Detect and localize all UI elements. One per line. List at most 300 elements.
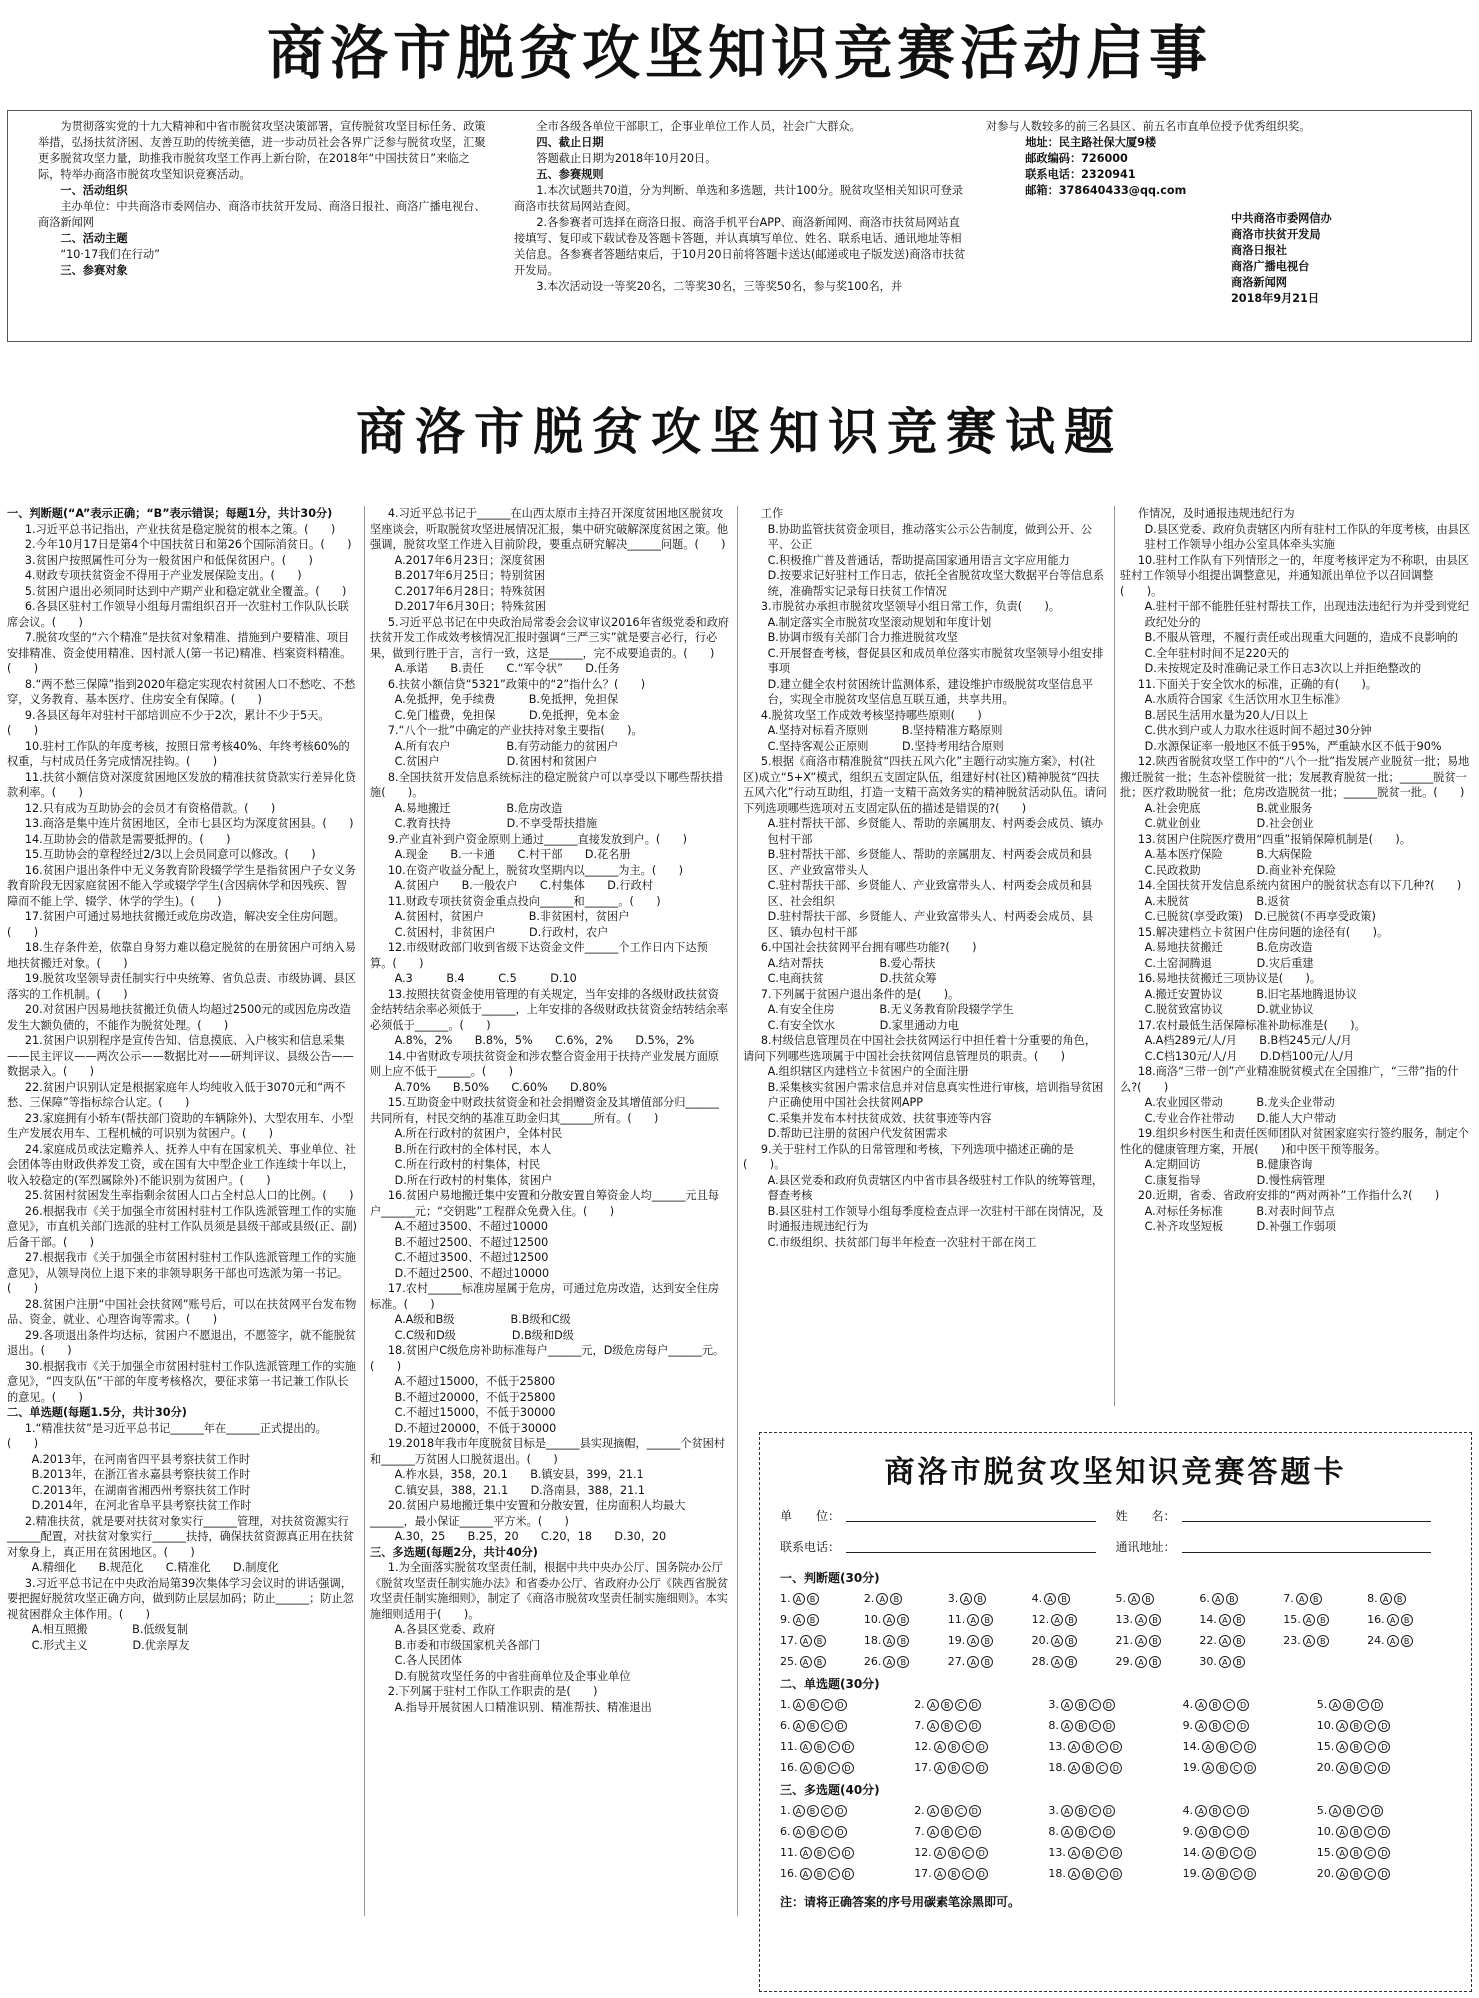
answer-bubble[interactable]: A <box>1202 1868 1214 1880</box>
answer-bubble[interactable]: A <box>934 1847 946 1859</box>
quiz-headline: 商洛市脱贫攻坚知识竞赛试题 <box>356 402 1123 461</box>
question-text: 13.商洛是集中连片贫困地区，全市七县区均为深度贫困县。( ) <box>24 817 354 830</box>
answer-bubble[interactable]: B <box>1065 1614 1077 1626</box>
answer-bubble[interactable]: C <box>821 1805 833 1817</box>
answer-item: 12. A B C D <box>914 1843 1048 1862</box>
answer-bubble[interactable]: D <box>1371 1805 1383 1817</box>
question-text: 28.贫困户注册“中国社会扶贫网”账号后，可以在扶贫网平台发布物品、资金、就业、心理咨询等需求。( ) <box>7 1297 357 1326</box>
answer-bubble[interactable]: C <box>1223 1805 1235 1817</box>
answer-item: 5. A B C D <box>1317 1801 1451 1820</box>
answer-bubble[interactable]: C <box>821 1720 833 1732</box>
answer-bubble[interactable]: D <box>835 1805 847 1817</box>
answer-bubble[interactable]: C <box>1230 1847 1242 1859</box>
answer-bubble[interactable]: A <box>1195 1720 1207 1732</box>
answer-option: A.70% B.50% C.60% D.80% <box>394 1080 607 1094</box>
answer-bubble[interactable]: B <box>1082 1741 1094 1753</box>
answer-bubble[interactable]: A <box>800 1868 812 1880</box>
answer-bubble[interactable]: C <box>1364 1826 1376 1838</box>
answer-bubble[interactable]: B <box>814 1741 826 1753</box>
answer-item: 15. A B <box>1283 1610 1367 1629</box>
answer-bubble[interactable]: A <box>1051 1656 1063 1668</box>
answer-bubble[interactable]: B <box>974 1593 986 1605</box>
answer-bubble[interactable]: B <box>897 1656 909 1668</box>
answer-bubble[interactable]: C <box>1357 1699 1369 1711</box>
answer-bubble[interactable]: A <box>1202 1762 1214 1774</box>
answer-bubble[interactable]: A <box>1202 1741 1214 1753</box>
question-text: 3.市脱贫办承担市脱贫攻坚领导小组日常工作，负责( )。 <box>760 600 1060 613</box>
answer-bubble[interactable]: D <box>1103 1805 1115 1817</box>
answer-option: A.坚持对标看齐原则 B.坚持精准方略原则 <box>767 724 1003 737</box>
answer-bubble[interactable]: B <box>1310 1593 1322 1605</box>
answer-bubble[interactable]: A <box>1336 1826 1348 1838</box>
answer-item: 20. A B C D <box>1317 1864 1451 1883</box>
answer-bubble[interactable]: C <box>1364 1720 1376 1732</box>
answer-bubble[interactable]: C <box>962 1741 974 1753</box>
question-text: 7.下列属于贫困户退出条件的是( )。 <box>760 987 960 1001</box>
answer-bubble[interactable]: B <box>941 1826 953 1838</box>
answer-bubble[interactable]: B <box>897 1635 909 1647</box>
answer-bubble[interactable]: A <box>800 1656 812 1668</box>
answer-bubble[interactable]: B <box>1401 1614 1413 1626</box>
answer-bubble[interactable]: D <box>1110 1762 1122 1774</box>
answer-bubble[interactable]: D <box>835 1826 847 1838</box>
answer-bubble[interactable]: D <box>1378 1868 1390 1880</box>
answer-bubble[interactable]: D <box>1378 1741 1390 1753</box>
answer-bubble[interactable]: A <box>1212 1593 1224 1605</box>
answer-bubble[interactable]: B <box>814 1868 826 1880</box>
answer-bubble[interactable]: A <box>927 1805 939 1817</box>
answer-bubble[interactable]: C <box>1364 1847 1376 1859</box>
answer-bubble[interactable]: A <box>1219 1614 1231 1626</box>
question-text: 19.2018年我市年度脱贫目标是______县实现摘帽，______个贫困村和______万贫困人口脱贫退出。( ) <box>370 1437 726 1466</box>
answer-bubble[interactable]: B <box>807 1699 819 1711</box>
answer-bubble[interactable]: B <box>1075 1699 1087 1711</box>
answer-bubble[interactable]: D <box>1244 1762 1256 1774</box>
answer-bubble[interactable]: C <box>828 1762 840 1774</box>
answer-bubble[interactable]: C <box>1364 1762 1376 1774</box>
answer-bubble[interactable]: B <box>1350 1868 1362 1880</box>
answer-bubble[interactable]: A <box>1329 1699 1341 1711</box>
answer-bubble[interactable]: C <box>821 1699 833 1711</box>
answer-bubble[interactable]: C <box>1096 1847 1108 1859</box>
answer-bubble[interactable]: B <box>948 1741 960 1753</box>
answer-option: C.教育扶持 D.不享受帮扶措施 <box>394 817 598 830</box>
answer-bubble[interactable]: B <box>1149 1635 1161 1647</box>
answer-bubble[interactable]: D <box>1378 1720 1390 1732</box>
answer-bubble[interactable]: B <box>1209 1720 1221 1732</box>
answer-bubble[interactable]: B <box>1350 1762 1362 1774</box>
answer-bubble[interactable]: B <box>941 1805 953 1817</box>
notice-date: 2018年9月21日 <box>1231 292 1320 305</box>
question-text: 5.习近平总书记在中央政治局常委会会议审议2016年省级党委和政府扶贫开发工作成效考核情况汇报时强调“三严三实”就是要言必行，行必果，做到行胜于言，言行一致，这是______，完不成要追责的。( ) <box>370 615 730 660</box>
answer-bubble[interactable]: A <box>793 1826 805 1838</box>
answer-bubble[interactable]: B <box>1209 1805 1221 1817</box>
answer-option: D.驻村帮扶干部、乡贤能人、产业致富带头人、村两委会成员、县区、镇办包村干部 <box>767 910 1094 939</box>
answer-bubble[interactable]: A <box>800 1847 812 1859</box>
answer-bubble[interactable]: A <box>1068 1741 1080 1753</box>
answer-bubble[interactable]: B <box>807 1720 819 1732</box>
answer-bubble[interactable]: A <box>793 1699 805 1711</box>
answer-bubble[interactable]: D <box>1237 1826 1249 1838</box>
answer-bubble[interactable]: A <box>960 1593 972 1605</box>
answer-bubble[interactable]: A <box>883 1635 895 1647</box>
answer-bubble[interactable]: D <box>976 1847 988 1859</box>
answer-bubble[interactable]: C <box>1230 1762 1242 1774</box>
answer-bubble[interactable]: C <box>955 1826 967 1838</box>
answer-bubble[interactable]: B <box>1233 1656 1245 1668</box>
answer-option: C.已脱贫(享受政策) D.已脱贫(不再享受政策) <box>1144 910 1376 923</box>
answer-bubble[interactable]: A <box>883 1614 895 1626</box>
answer-bubble[interactable]: C <box>962 1847 974 1859</box>
answer-option: A.承诺 B.责任 C.“军令状” D.任务 <box>394 662 620 675</box>
answer-bubble[interactable]: D <box>835 1699 847 1711</box>
answer-bubble[interactable]: B <box>981 1614 993 1626</box>
answer-bubble[interactable]: D <box>842 1762 854 1774</box>
phone-field[interactable] <box>846 1539 1095 1553</box>
answer-bubble[interactable]: A <box>883 1656 895 1668</box>
answer-item: 11. A B C D <box>780 1737 914 1756</box>
answer-bubble[interactable]: A <box>1135 1635 1147 1647</box>
answer-bubble[interactable]: C <box>828 1847 840 1859</box>
answer-bubble[interactable]: D <box>976 1762 988 1774</box>
answer-bubble[interactable]: C <box>1357 1805 1369 1817</box>
answer-bubble[interactable]: D <box>969 1826 981 1838</box>
answer-item: 21. A B <box>1116 1631 1200 1650</box>
answer-option: D.所在行政村的村集体，贫困户 <box>394 1173 553 1187</box>
question-text: 16.贫困户易地搬迁集中安置和分散安置自筹资金人均______元且每户______元；“交钥匙”工程群众免费入住。( ) <box>370 1189 719 1218</box>
answer-item: 9. A B <box>780 1610 864 1629</box>
answer-option: A.定期回访 B.健康咨询 <box>1144 1158 1313 1171</box>
question-text: 30.根据我市《关于加强全市贫困村驻村工作队选派管理工作的实施意见》，“四支队伍”干部的年度考核格次，要征求第一书记兼工作队长的意见。( ) <box>7 1359 356 1404</box>
answer-item: 16. A B C D <box>780 1758 914 1777</box>
answer-bubble[interactable]: B <box>1216 1868 1228 1880</box>
answer-bubble[interactable]: B <box>807 1805 819 1817</box>
answer-bubble[interactable]: B <box>1142 1593 1154 1605</box>
answer-bubble[interactable]: B <box>1350 1847 1362 1859</box>
answer-item: 2. A B C D <box>914 1801 1048 1820</box>
answer-bubble[interactable]: B <box>1209 1826 1221 1838</box>
answer-option: A.对标任务标准 B.对表时间节点 <box>1144 1204 1335 1218</box>
answer-bubble[interactable]: A <box>1296 1593 1308 1605</box>
answer-option: C.有安全饮水 D.家里通动力电 <box>767 1018 959 1032</box>
answer-bubble[interactable]: B <box>807 1614 819 1626</box>
answer-bubble[interactable]: C <box>1096 1741 1108 1753</box>
single-answer-grid <box>780 1695 1451 1777</box>
answer-bubble[interactable]: A <box>967 1635 979 1647</box>
quiz-col-3 <box>743 506 1107 1426</box>
answer-bubble[interactable]: B <box>1149 1656 1161 1668</box>
answer-bubble[interactable]: B <box>1317 1635 1329 1647</box>
answer-bubble[interactable]: A <box>876 1593 888 1605</box>
answer-bubble[interactable]: A <box>1195 1699 1207 1711</box>
answer-bubble[interactable]: B <box>941 1699 953 1711</box>
answer-bubble[interactable]: A <box>1387 1635 1399 1647</box>
answer-option: A.搬迁安置协议 B.旧宅基地腾退协议 <box>1144 987 1358 1001</box>
answer-bubble[interactable]: D <box>1237 1699 1249 1711</box>
answer-bubble[interactable]: A <box>1051 1635 1063 1647</box>
answer-option: A.县区党委和政府负责辖区内中省市县各级驻村工作队的统筹管理，督查考核 <box>767 1173 1104 1202</box>
answer-item: 3. A B C D <box>1048 1801 1182 1820</box>
answer-bubble[interactable]: B <box>1209 1699 1221 1711</box>
answer-bubble[interactable]: A <box>1387 1614 1399 1626</box>
answer-bubble[interactable]: C <box>1096 1868 1108 1880</box>
answer-option: A.30，25 B.25，20 C.20，18 D.30，20 <box>394 1530 667 1543</box>
answer-bubble[interactable]: D <box>976 1741 988 1753</box>
answer-bubble[interactable]: D <box>1103 1699 1115 1711</box>
answer-bubble[interactable]: D <box>842 1741 854 1753</box>
answer-bubble[interactable]: B <box>1350 1741 1362 1753</box>
answer-bubble[interactable]: D <box>842 1847 854 1859</box>
answer-bubble[interactable]: A <box>800 1635 812 1647</box>
answer-bubble[interactable]: D <box>976 1868 988 1880</box>
answer-bubble[interactable]: A <box>927 1720 939 1732</box>
answer-bubble[interactable]: A <box>1051 1614 1063 1626</box>
answer-bubble[interactable]: D <box>1378 1762 1390 1774</box>
answer-bubble[interactable]: A <box>927 1826 939 1838</box>
answer-bubble[interactable]: B <box>1394 1593 1406 1605</box>
answer-bubble[interactable]: D <box>1110 1741 1122 1753</box>
answer-bubble[interactable]: D <box>1244 1868 1256 1880</box>
answer-bubble[interactable]: C <box>1089 1826 1101 1838</box>
address-field[interactable] <box>1182 1539 1431 1553</box>
answer-bubble[interactable]: C <box>1089 1720 1101 1732</box>
answer-bubble[interactable]: B <box>981 1635 993 1647</box>
question-text: 8.“两不愁三保障”指到2020年稳定实现农村贫困人口不愁吃、不愁穿，义务教育、基本医疗、住房安全有保障。( ) <box>7 677 356 706</box>
answer-bubble[interactable]: C <box>962 1868 974 1880</box>
answer-bubble[interactable]: B <box>807 1593 819 1605</box>
answer-bubble[interactable]: D <box>1237 1805 1249 1817</box>
answer-bubble[interactable]: D <box>1378 1847 1390 1859</box>
answer-bubble[interactable]: B <box>1075 1826 1087 1838</box>
answer-bubble[interactable]: B <box>1216 1741 1228 1753</box>
question-text: 9.产业直补到户资金原则上通过______直接发放到户。( ) <box>387 832 687 846</box>
answer-bubble[interactable]: A <box>967 1656 979 1668</box>
answer-bubble[interactable]: C <box>955 1699 967 1711</box>
answer-bubble[interactable]: A <box>1195 1826 1207 1838</box>
notice-text: 1.本次试题共70道，分为判断、单选和多选题，共计100分。脱贫攻坚相关知识可登录商洛市扶贫局网站查阅。 <box>514 184 964 213</box>
answer-bubble[interactable]: B <box>941 1720 953 1732</box>
name-field[interactable] <box>1182 1508 1431 1522</box>
answer-item: 1. A B <box>780 1589 864 1608</box>
section-heading: 二、单选题(每题1.5分，共计30分) <box>7 1406 187 1419</box>
answer-bubble[interactable]: B <box>1343 1699 1355 1711</box>
answer-bubble[interactable]: B <box>1401 1635 1413 1647</box>
answer-item: 25. A B <box>780 1652 864 1671</box>
answer-option: B.不超过2500、不超过12500 <box>394 1235 549 1249</box>
answer-bubble[interactable]: A <box>927 1699 939 1711</box>
answer-bubble[interactable]: A <box>934 1868 946 1880</box>
answer-bubble[interactable]: D <box>842 1868 854 1880</box>
answer-item: 8. A B C D <box>1048 1822 1182 1841</box>
question-text: 10.驻村工作队的年度考核，按照日常考核40%、年终考核60%的权重，与村成员任务完成情况挂钩。( ) <box>7 739 350 768</box>
answer-bubble[interactable]: B <box>1082 1868 1094 1880</box>
answer-bubble[interactable]: B <box>948 1762 960 1774</box>
answer-bubble[interactable]: D <box>969 1720 981 1732</box>
answer-bubble[interactable]: A <box>793 1720 805 1732</box>
answer-bubble[interactable]: A <box>1061 1699 1073 1711</box>
answer-bubble[interactable]: A <box>1068 1868 1080 1880</box>
answer-bubble[interactable]: D <box>969 1805 981 1817</box>
answer-item: 19. A B <box>948 1631 1032 1650</box>
answer-option: B.协调市级有关部门合力推进脱贫攻坚 <box>767 631 958 644</box>
answer-bubble[interactable]: B <box>814 1635 826 1647</box>
answer-bubble[interactable]: B <box>981 1656 993 1668</box>
answer-bubble[interactable]: C <box>1230 1741 1242 1753</box>
answer-bubble[interactable]: B <box>1075 1805 1087 1817</box>
answer-item: 11. A B <box>948 1610 1032 1629</box>
answer-bubble[interactable]: C <box>955 1805 967 1817</box>
answer-bubble[interactable]: A <box>934 1741 946 1753</box>
answer-bubble[interactable]: A <box>1380 1593 1392 1605</box>
answer-bubble[interactable]: A <box>1135 1614 1147 1626</box>
answer-bubble[interactable]: C <box>1223 1699 1235 1711</box>
question-text: 17.农村最低生活保障标准补助标准是( )。 <box>1137 1018 1366 1032</box>
notice-heading: 一、活动组织 <box>60 184 128 197</box>
answer-bubble[interactable]: B <box>814 1847 826 1859</box>
answer-bubble[interactable]: A <box>1061 1805 1073 1817</box>
answer-item: 11. A B C D <box>780 1843 914 1862</box>
answer-bubble[interactable]: B <box>814 1762 826 1774</box>
answer-bubble[interactable]: C <box>962 1762 974 1774</box>
answer-option: D.水源保证率一般地区不低于95%，严重缺水区不低于90% <box>1144 739 1442 753</box>
answer-item: 19. A B C D <box>1183 1864 1317 1883</box>
question-text: 6.中国社会扶贫网平台拥有哪些功能?( ) <box>760 941 977 954</box>
question-text: 1.“精准扶贫”是习近平总书记______年在______正式提出的。( ) <box>7 1421 327 1450</box>
answer-bubble[interactable]: D <box>1110 1847 1122 1859</box>
answer-bubble[interactable]: C <box>1223 1826 1235 1838</box>
answer-bubble[interactable]: B <box>948 1868 960 1880</box>
answer-bubble[interactable]: A <box>1219 1656 1231 1668</box>
answer-bubble[interactable]: A <box>793 1614 805 1626</box>
answer-option: C.C级和D级 D.B级和D级 <box>394 1328 574 1342</box>
answer-bubble[interactable]: D <box>1244 1847 1256 1859</box>
answer-bubble[interactable]: A <box>1219 1635 1231 1647</box>
answer-option: C.积极推广普及普通话，帮助提高国家通用语言文字应用能力 <box>767 553 1070 567</box>
answer-bubble[interactable]: A <box>1061 1826 1073 1838</box>
answer-bubble[interactable]: B <box>1317 1614 1329 1626</box>
answer-option: B.驻村帮扶干部、乡贤能人、帮助的亲属朋友、村两委会成员和县区、产业致富带头人 <box>767 848 1093 877</box>
answer-bubble[interactable]: D <box>835 1720 847 1732</box>
answer-bubble[interactable]: D <box>1237 1720 1249 1732</box>
answer-option: A.8%，2% B.8%，5% C.6%，2% D.5%，2% <box>394 1034 695 1047</box>
answer-bubble[interactable]: A <box>1068 1847 1080 1859</box>
answer-option: C.补齐攻坚短板 D.补强工作弱项 <box>1144 1220 1336 1233</box>
answer-bubble[interactable]: D <box>969 1699 981 1711</box>
answer-bubble[interactable]: A <box>793 1805 805 1817</box>
answer-bubble[interactable]: B <box>1226 1593 1238 1605</box>
answer-bubble[interactable]: B <box>814 1656 826 1668</box>
unit-field[interactable] <box>846 1508 1095 1522</box>
answer-bubble[interactable]: B <box>1350 1826 1362 1838</box>
answer-option: A.所有农户 B.有劳动能力的贫困户 <box>394 739 619 753</box>
answer-bubble[interactable]: A <box>1336 1868 1348 1880</box>
answer-bubble[interactable]: B <box>1233 1614 1245 1626</box>
answer-bubble[interactable]: C <box>828 1741 840 1753</box>
answer-bubble[interactable]: C <box>1089 1805 1101 1817</box>
answer-bubble[interactable]: B <box>1216 1762 1228 1774</box>
answer-bubble[interactable]: D <box>1378 1826 1390 1838</box>
answer-bubble[interactable]: B <box>1075 1720 1087 1732</box>
answer-bubble[interactable]: A <box>793 1593 805 1605</box>
answer-bubble[interactable]: A <box>1303 1635 1315 1647</box>
answer-bubble[interactable]: B <box>1216 1847 1228 1859</box>
answer-bubble[interactable]: B <box>890 1593 902 1605</box>
answer-bubble[interactable]: A <box>1044 1593 1056 1605</box>
answer-bubble[interactable]: B <box>1350 1720 1362 1732</box>
answer-item: 28. A B <box>1032 1652 1116 1671</box>
question-text: 25.贫困村贫困发生率指剩余贫困人口占全村总人口的比例。( ) <box>24 1189 354 1202</box>
answer-bubble[interactable]: C <box>828 1868 840 1880</box>
answer-bubble[interactable]: A <box>1336 1762 1348 1774</box>
notice-intro: 为贯彻落实党的十九大精神和中省市脱贫攻坚决策部署，宣传脱贫攻坚目标任务、政策举措，弘扬扶贫济困、友善互助的传统美德，进一步动员社会各界广泛参与脱贫攻坚，汇聚更多脱贫攻坚力量，助推我市脱贫攻坚工作再上新台阶，在2018年“中国扶贫日”来临之际，特举办商洛市脱贫攻坚知识竞赛活动。 <box>38 120 486 181</box>
answer-bubble[interactable]: D <box>1103 1720 1115 1732</box>
answer-bubble[interactable]: A <box>1128 1593 1140 1605</box>
answer-bubble[interactable]: C <box>1096 1762 1108 1774</box>
answer-option: C.全年驻村时间不足220天的 <box>1144 646 1290 660</box>
answer-bubble[interactable]: B <box>1343 1805 1355 1817</box>
notice-text: 对参与人数较多的前三名县区、前五名市直单位授予优秀组织奖。 <box>986 120 1311 133</box>
answer-bubble[interactable]: B <box>1058 1593 1070 1605</box>
answer-bubble[interactable]: D <box>1371 1699 1383 1711</box>
question-text: 21.贫困户识别程序是宣传告知、信息摸底、入户核实和信息采集——民主评议——两次公示——数据比对——研判评议、县级公告——数据录入。( ) <box>7 1034 354 1078</box>
answer-bubble[interactable]: C <box>1223 1720 1235 1732</box>
answer-bubble[interactable]: C <box>821 1826 833 1838</box>
answer-bubble[interactable]: A <box>1202 1847 1214 1859</box>
answer-bubble[interactable]: A <box>1336 1741 1348 1753</box>
answer-bubble[interactable]: A <box>1303 1614 1315 1626</box>
question-text: 2.下列属于驻村工作队工作职责的是( ) <box>387 1685 598 1698</box>
answer-bubble[interactable]: B <box>807 1826 819 1838</box>
question-text: 9.关于驻村工作队的日常管理和考核，下列选项中描述正确的是( )。 <box>743 1142 1074 1171</box>
question-text: 12.只有成为互助协会的会员才有资格借款。( ) <box>24 801 276 815</box>
answer-bubble[interactable]: C <box>955 1720 967 1732</box>
answer-bubble[interactable]: A <box>1061 1720 1073 1732</box>
answer-bubble[interactable]: A <box>1336 1720 1348 1732</box>
answer-bubble[interactable]: B <box>1065 1635 1077 1647</box>
answer-bubble[interactable]: B <box>1233 1635 1245 1647</box>
answer-bubble[interactable]: B <box>1082 1762 1094 1774</box>
answer-bubble[interactable]: B <box>1082 1847 1094 1859</box>
answer-bubble[interactable]: B <box>948 1847 960 1859</box>
answer-bubble[interactable]: A <box>1336 1847 1348 1859</box>
answer-bubble[interactable]: A <box>800 1741 812 1753</box>
answer-bubble[interactable]: D <box>1110 1868 1122 1880</box>
answer-bubble[interactable]: C <box>1364 1868 1376 1880</box>
answer-bubble[interactable]: B <box>1065 1656 1077 1668</box>
answer-bubble[interactable]: A <box>1329 1805 1341 1817</box>
answer-bubble[interactable]: A <box>1068 1762 1080 1774</box>
answer-bubble[interactable]: C <box>1364 1741 1376 1753</box>
answer-bubble[interactable]: A <box>1195 1805 1207 1817</box>
answer-item: 27. A B <box>948 1652 1032 1671</box>
contact-postcode: 邮政编码：726000 <box>1025 152 1128 165</box>
answer-bubble[interactable]: A <box>967 1614 979 1626</box>
answer-option: A.相互照搬 B.低级复制 <box>31 1623 189 1636</box>
answer-bubble[interactable]: C <box>1089 1699 1101 1711</box>
answer-bubble[interactable]: B <box>897 1614 909 1626</box>
answer-bubble[interactable]: C <box>1230 1868 1242 1880</box>
answer-bubble[interactable]: D <box>1244 1741 1256 1753</box>
answer-bubble[interactable]: A <box>800 1762 812 1774</box>
question-text: 3.习近平总书记在中央政治局第39次集体学习会议时的讲话强调，要把握好脱贫攻坚正确方向，做到防止层层加码；防止______；防止忽视贫困群众主体作用。( ) <box>7 1576 354 1621</box>
answer-bubble[interactable]: D <box>1103 1826 1115 1838</box>
answer-bubble[interactable]: B <box>1149 1614 1161 1626</box>
answer-item: 10. A B C D <box>1317 1716 1451 1735</box>
question-text: 29.各项退出条件均达标，贫困户不愿退出，不愿签字，就不能脱贫退出。( ) <box>7 1328 356 1357</box>
answer-bubble[interactable]: A <box>1135 1656 1147 1668</box>
answer-card <box>759 1432 1472 1992</box>
answer-bubble[interactable]: A <box>934 1762 946 1774</box>
